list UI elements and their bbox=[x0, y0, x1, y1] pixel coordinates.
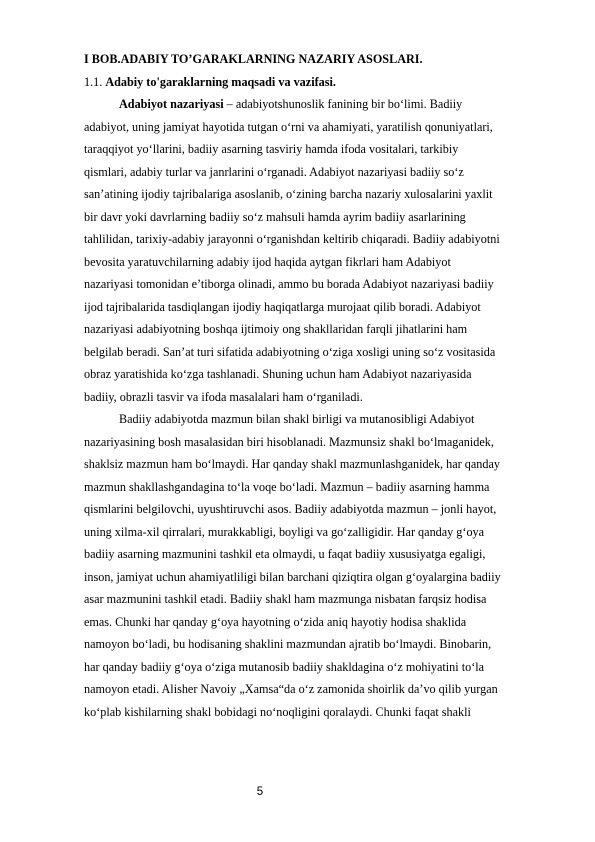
paragraph-2-line: har qanday badiiy g‘oya o‘ziga mutanosib badiiy shakldagina o‘z mohiyatini to‘la bbox=[84, 659, 485, 674]
paragraph-1-line: taraqqiyot yo‘llarini, badiiy asarning tasviriy hamda ifoda vositalari, tarkibiy bbox=[84, 142, 459, 156]
paragraph-1-line: tahlilidan, tarixiy-adabiy jarayonni o‘rganishdan keltirib chiqaradi. Badiiy adabiyotni bbox=[84, 232, 500, 246]
lead-rest: – adabiyotshunoslik fanining bir bo‘limi. Badiiy bbox=[223, 97, 463, 111]
section-number: 1.1. bbox=[84, 74, 103, 89]
section-title: Adabiy to'garaklarning maqsadi va vazifasi. bbox=[105, 74, 336, 89]
paragraph-2-line: inson, jamiyat uchun ahamiyatliligi bilan barchani qiziqtira olgan g‘oyalargina badiiy bbox=[84, 569, 501, 584]
paragraph-1-line: nazariyasi tomonidan e’tiborga olinadi, ammo bu borada Adabiyot nazariyasi badiiy bbox=[84, 277, 494, 291]
paragraph-2-line: asar mazmunini tashkil etadi. Badiiy shakl ham mazmunga nisbatan farqsiz hodisa bbox=[84, 592, 487, 606]
chapter-heading: I BOB.ADABIY TO’GARAKLARNING NAZARIY ASOSLARI. bbox=[84, 52, 423, 66]
paragraph-2-line: namoyon bo‘ladi, bu hodisaning shaklini mazmundan ajratib bo‘lmaydi. Binobarin, bbox=[84, 637, 492, 651]
lead-term: Adabiyot nazariyasi bbox=[119, 97, 224, 111]
paragraph-2-line: uning xilma-xil qirralari, murakkabligi, boyligi va go‘zalligidir. Har qanday g‘oya bbox=[84, 524, 485, 539]
paragraph-2-line: badiiy asarning mazmunini tashkil eta olmaydi, u faqat badiiy xususiyatga egaligi, bbox=[84, 547, 486, 561]
paragraph-2-line: nazariyasining bosh masalasidan biri hisoblanadi. Mazmunsiz shakl bo‘lmaganidek, bbox=[84, 434, 494, 449]
paragraph-1-line: adabiyot, uning jamiyat hayotida tutgan o‘rni va ahamiyati, yaratilish qonuniyatlari, bbox=[84, 119, 493, 134]
paragraph-1-line: ijod tajribalarida tasdiqlangan ijodiy haqiqatlarga murojaat qilib boradi. Adabiyot bbox=[84, 299, 481, 314]
paragraph-1-line: qismlari, adabiy turlar va janrlarini o‘rganadi. Adabiyot nazariyasi badiiy so‘z bbox=[84, 164, 464, 179]
paragraph-1-line: badiiy, obrazli tasvir va ifoda masalalari ham o‘rganiladi. bbox=[84, 389, 363, 404]
paragraph-2-line: mazmun shakllashgandagina to‘la voqe bo‘ladi. Mazmun – badiiy asarning hamma bbox=[84, 479, 490, 494]
section-heading bbox=[84, 71, 566, 94]
paragraph-1-line: obraz yaratishida ko‘zga tashlanadi. Shuning uchun ham Adabiyot nazariyasida bbox=[84, 367, 472, 381]
paragraph-1-line: bir davr yoki davrlarning badiiy so‘z mahsuli hamda ayrim badiiy asarlarining bbox=[84, 209, 466, 224]
paragraph-2-first-line: Badiiy adabiyotda mazmun bilan shakl birligi va mutanosibligi Adabiyot bbox=[119, 412, 475, 426]
paragraph-2-line: ko‘plab kishilarning shakl bobidagi no‘noqligini qoralaydi. Chunki faqat shakli bbox=[84, 704, 471, 719]
paragraph-1-line: nazariyasi adabiyotning boshqa ijtimoiy ong shakllaridan farqli jihatlarini ham bbox=[84, 322, 468, 336]
paragraph-2-line: qismlarini belgilovchi, uyushtiruvchi asos. Badiiy adabiyotda mazmun – jonli hayot, bbox=[84, 502, 497, 516]
paragraph-1-line: san’atining ijodiy tajribalariga asoslanib, o‘zining barcha nazariy xulosalarini yaxlit bbox=[84, 187, 493, 201]
paragraph-2-line: emas. Chunki har qanday g‘oya hayotning o‘zida aniq hayotiy hodisa shaklida bbox=[84, 614, 467, 629]
paragraph-2-line: namoyon etadi. Alisher Navoiy „Xamsa“da o‘z zamonida shoirlik da’vo qilib yurgan bbox=[84, 682, 498, 696]
page-number: 5 bbox=[256, 786, 264, 798]
paragraph-2-line: shaklsiz mazmun ham bo‘lmaydi. Har qanday shakl mazmunlashganidek, har qanday bbox=[84, 457, 500, 471]
paragraph-1-line: bevosita yaratuvchilarning adabiy ijod haqida aytgan fikrlari ham Adabiyot bbox=[84, 254, 451, 269]
paragraph-1-first-line bbox=[84, 93, 566, 116]
paragraph-1-line: belgilab beradi. San’at turi sifatida adabiyotning o‘ziga xosligi uning so‘z vositasida bbox=[84, 344, 496, 359]
document-page bbox=[84, 48, 566, 723]
